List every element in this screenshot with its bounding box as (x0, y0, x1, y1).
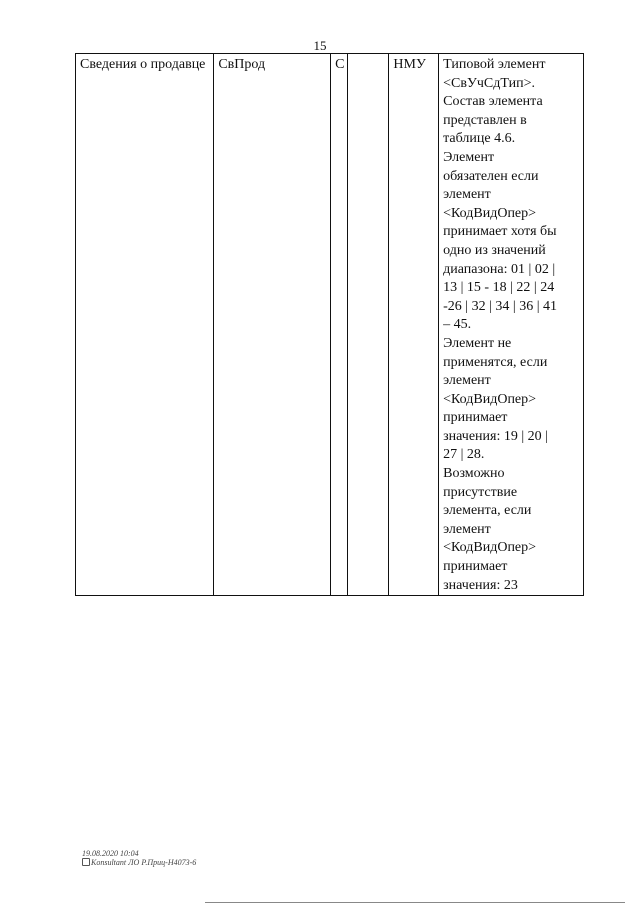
description-line: 13 | 15 - 18 | 22 | 24 (443, 280, 555, 296)
description-line: Состав элемента (443, 94, 543, 110)
description-line: присутствие (443, 484, 518, 500)
description-line: <КодВидОпер> (443, 540, 537, 556)
page-number: 15 (313, 38, 327, 53)
element-code-cell: СвПрод (214, 54, 331, 596)
description-line: значения: 19 | 20 | (443, 428, 548, 444)
description-line: <СвУчСдТип>. (443, 75, 535, 91)
element-description-cell (439, 54, 584, 596)
description-line: принимает (443, 410, 508, 426)
description-line: элемент (443, 521, 491, 537)
footer-stamp (82, 849, 196, 867)
description-line: применятся, если (443, 354, 548, 370)
description-line: одно из значений (443, 242, 546, 258)
description-line: значения: 23 (443, 577, 518, 593)
description-line: принимает хотя бы (443, 224, 557, 240)
description-line: Элемент (443, 149, 495, 165)
description-line: -26 | 32 | 34 | 36 | 41 (443, 298, 557, 314)
description-line: принимает (443, 559, 508, 575)
description-text (443, 56, 580, 595)
description-line: Возможно (443, 466, 505, 482)
bottom-divider (205, 902, 625, 903)
description-line: <КодВидОпер> (443, 205, 537, 221)
description-line: Типовой элемент (443, 57, 546, 72)
description-line: – 45. (443, 317, 472, 333)
description-line: элемент (443, 187, 491, 203)
table-row (76, 54, 584, 596)
element-type-cell: С (331, 54, 348, 596)
signature-icon (82, 858, 90, 866)
footer-timestamp: 19.08.2020 10:04 (82, 849, 139, 858)
description-line: представлен в (443, 112, 527, 128)
element-table (75, 53, 584, 596)
footer-doc-ref: Konsultant ЛО Р.Приц-Н4073-6 (82, 858, 196, 867)
element-name-cell: Сведения о продавце (76, 54, 214, 596)
description-line: обязателен если (443, 168, 539, 184)
element-format-cell (348, 54, 389, 596)
description-line: диапазона: 01 | 02 | (443, 261, 556, 277)
element-attribute-cell: НМУ (389, 54, 439, 596)
description-line: Элемент не (443, 335, 512, 351)
description-line: 27 | 28. (443, 447, 485, 463)
description-line: <КодВидОпер> (443, 391, 537, 407)
description-line: таблице 4.6. (443, 131, 516, 147)
description-line: элемент (443, 373, 491, 389)
description-line: элемента, если (443, 503, 532, 519)
